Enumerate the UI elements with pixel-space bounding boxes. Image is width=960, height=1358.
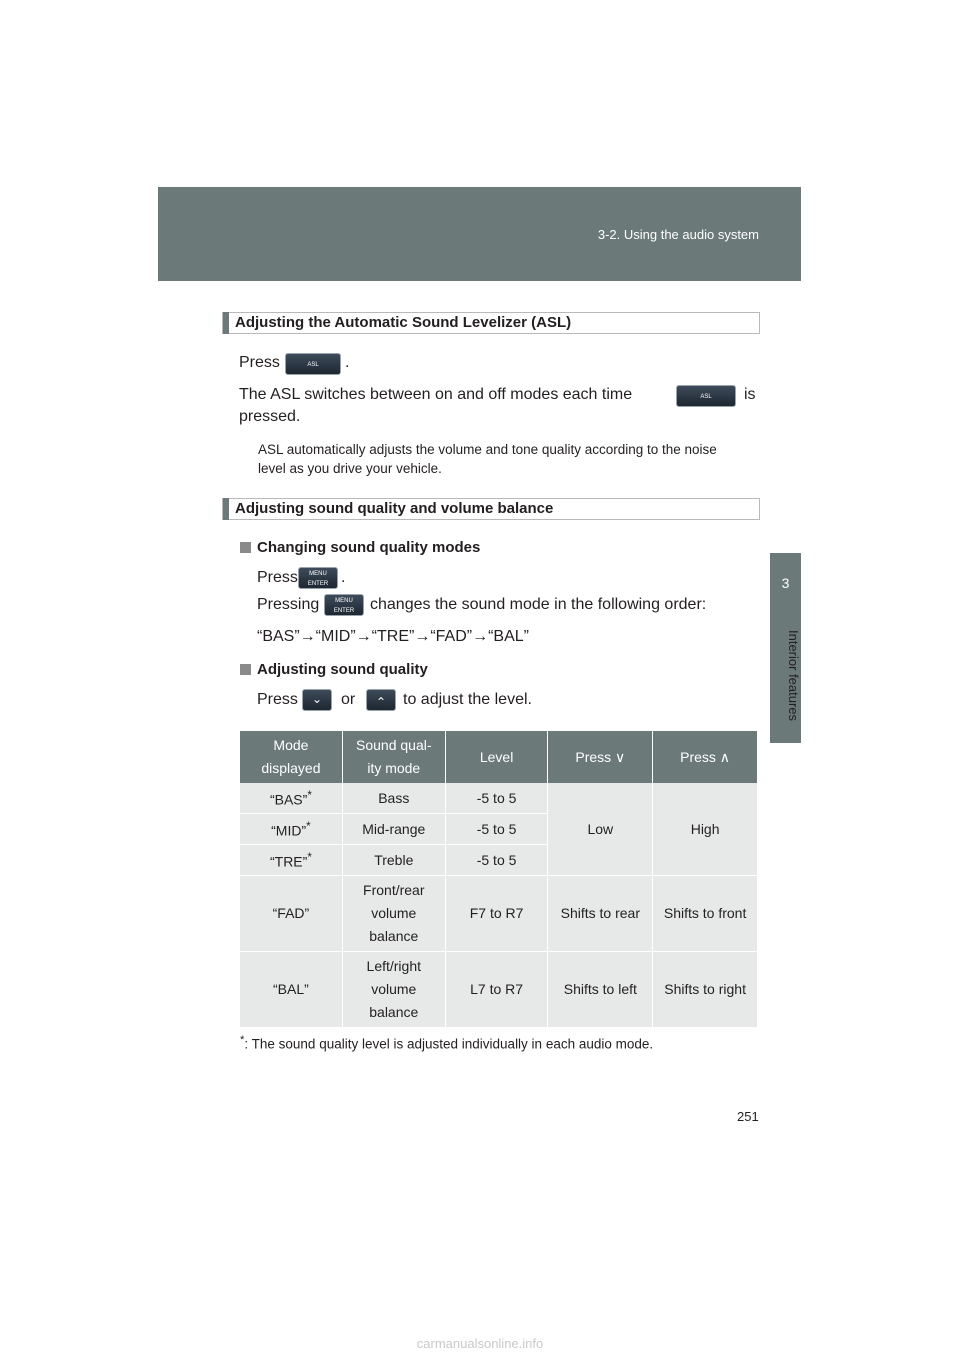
sub-heading-modes: [240, 539, 480, 556]
mode-order: “BAS”→“MID”→“TRE”→“FAD”→“BAL”: [257, 628, 529, 645]
cell-mode: [240, 783, 342, 814]
menu-enter-button-icon-2: MENU ENTER: [324, 594, 364, 616]
asl-switch-pressed: pressed.: [239, 408, 301, 425]
cell-level: L7 to R7: [445, 952, 548, 1028]
watermark: carmanualsonline.info: [416, 1336, 544, 1351]
down-button-icon: ⌄: [302, 689, 332, 711]
menu-press-suffix: .: [341, 569, 346, 586]
table-row: [240, 876, 757, 952]
menu-press-text: Press: [257, 569, 298, 586]
mode-text: “TRE”: [269, 853, 308, 870]
asterisk: *: [307, 788, 312, 802]
quality-line: Left/right: [366, 958, 422, 974]
table-row: [240, 952, 757, 1028]
press-suffix: .: [345, 354, 350, 371]
adjust-press: Press: [257, 691, 298, 708]
pressing-text: Pressing: [257, 596, 320, 613]
cell-quality: Treble: [342, 845, 445, 876]
page-number: 251: [737, 1109, 759, 1124]
quality-line: Front/rear: [363, 882, 425, 898]
heading-bar: [223, 312, 229, 334]
th-level: Level: [445, 731, 548, 783]
cell-quality: [342, 876, 445, 952]
sub-heading-modes-text: Changing sound quality modes: [257, 539, 481, 556]
table-row: [240, 783, 757, 814]
asl-heading: [222, 312, 760, 334]
cell-low: Low: [548, 783, 653, 876]
mode-text: “BAS”: [269, 791, 308, 808]
asl-switch-is: is: [744, 386, 756, 403]
cell-up: Shifts to front: [653, 876, 757, 952]
pressing-suffix: changes the sound mode in the following order:: [370, 596, 707, 613]
cell-quality: Mid-range: [342, 814, 445, 845]
table-header-row: [240, 731, 757, 783]
asterisk: *: [306, 819, 311, 833]
th-mode: [240, 731, 342, 783]
footnote-asterisk: *: [240, 1034, 245, 1046]
square-bullet-icon: [240, 542, 251, 553]
asl-heading-text: Adjusting the Automatic Sound Levelizer (ASL): [235, 314, 572, 331]
heading-bar: [223, 498, 229, 520]
cell-down: Shifts to left: [548, 952, 653, 1028]
quality-line: balance: [369, 1004, 419, 1020]
chapter-label: Interior features: [786, 630, 801, 722]
th-press-down: Press ∨: [548, 731, 653, 783]
sub-heading-adjust: [240, 661, 428, 678]
cell-quality: Bass: [342, 783, 445, 814]
th-quality-2: ity mode: [367, 760, 421, 776]
th-mode-2: displayed: [261, 760, 321, 776]
mode-text: “MID”: [271, 822, 307, 839]
asl-press-line: [239, 354, 280, 372]
asl-button-icon: ASL: [285, 353, 341, 375]
cell-mode: [240, 814, 342, 845]
header-band: [158, 187, 801, 281]
cell-level: F7 to R7: [445, 876, 548, 952]
quality-line: volume: [371, 981, 417, 997]
quality-line: balance: [369, 928, 419, 944]
quality-heading-text: Adjusting sound quality and volume balance: [235, 500, 554, 517]
asl-button-icon-2: ASL: [676, 385, 736, 407]
cell-high: High: [653, 783, 757, 876]
adjust-suffix: to adjust the level.: [403, 691, 532, 708]
cell-mode: [240, 845, 342, 876]
menu-enter-button-icon: MENU ENTER: [298, 567, 338, 589]
quality-heading: [222, 498, 760, 520]
th-quality: [342, 731, 445, 783]
asl-note-2: level as you drive your vehicle.: [258, 461, 442, 476]
asterisk: *: [307, 850, 312, 864]
cell-mode: “BAL”: [240, 952, 342, 1028]
adjust-or: or: [341, 691, 356, 708]
asl-note-1: ASL automatically adjusts the volume and tone quality according to the noise: [258, 442, 717, 457]
footnote-text: : The sound quality level is adjusted individually in each audio mode.: [244, 1036, 654, 1052]
sub-heading-adjust-text: Adjusting sound quality: [257, 661, 428, 678]
cell-up: Shifts to right: [653, 952, 757, 1028]
th-quality-1: Sound qual-: [356, 737, 432, 753]
cell-level: -5 to 5: [445, 783, 548, 814]
quality-line: volume: [371, 905, 417, 921]
section-title: 3-2. Using the audio system: [597, 227, 759, 242]
press-text: Press: [239, 354, 280, 371]
square-bullet-icon: [240, 664, 251, 675]
cell-mode: “FAD”: [240, 876, 342, 952]
cell-quality: [342, 952, 445, 1028]
footnote: [240, 1034, 653, 1052]
cell-down: Shifts to rear: [548, 876, 653, 952]
cell-level: -5 to 5: [445, 814, 548, 845]
chapter-number: 3: [781, 575, 790, 591]
cell-level: -5 to 5: [445, 845, 548, 876]
asl-switch-text: The ASL switches between on and off modes each time: [239, 386, 633, 403]
th-press-up: Press ∧: [653, 731, 757, 783]
sound-mode-table: [240, 731, 757, 1028]
th-mode-1: Mode: [273, 737, 309, 753]
up-button-icon: ⌃: [366, 689, 396, 711]
